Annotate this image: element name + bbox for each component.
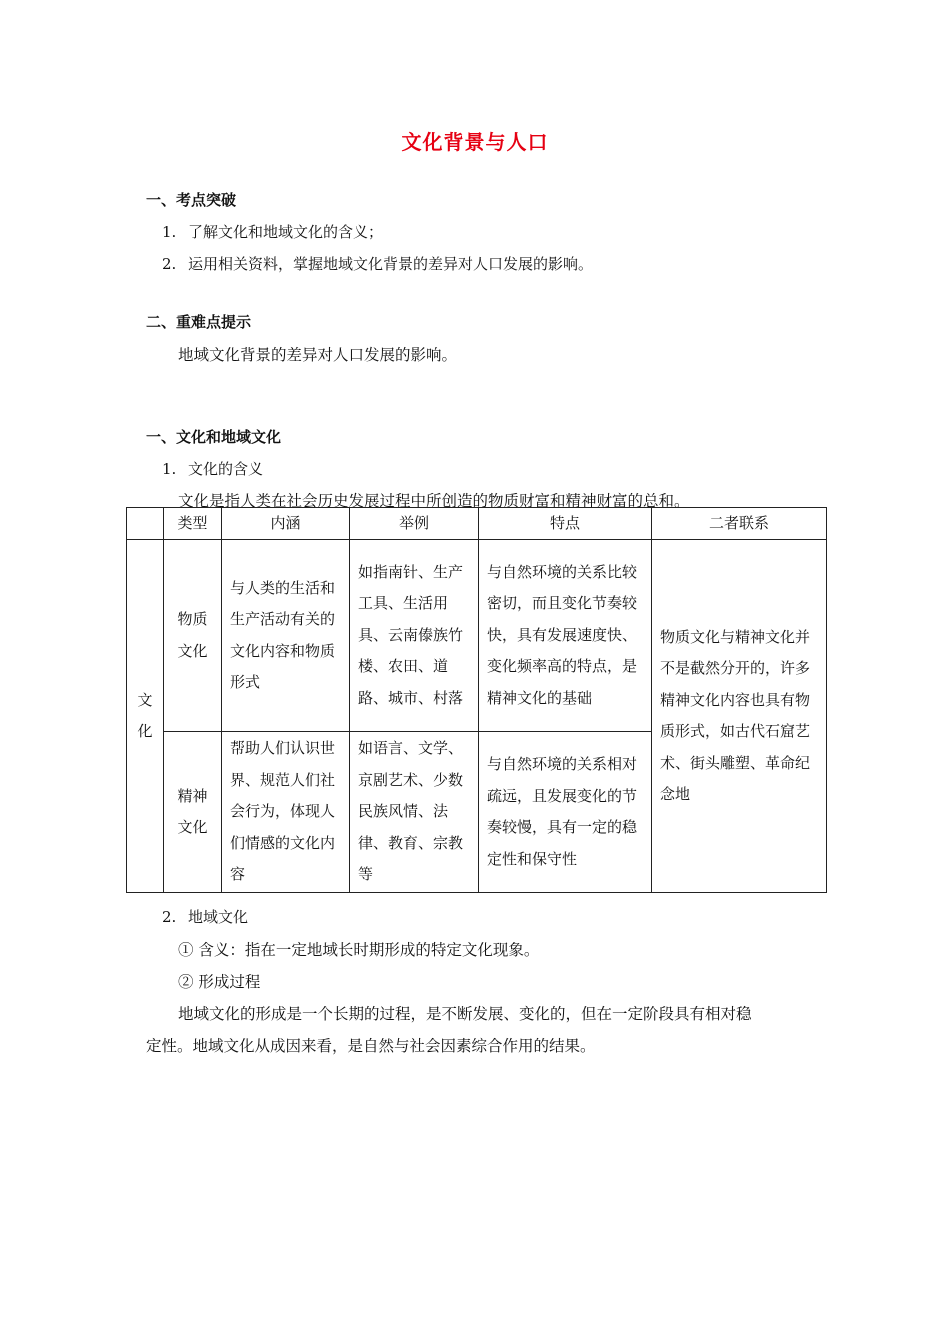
subsection-heading [162, 906, 248, 927]
formation-paragraph-line2: 定性。地域文化从成因来看，是自然与社会因素综合作用的结果。 [146, 1037, 596, 1055]
subsection-text: 文化的含义 [188, 460, 264, 478]
section-heading-difficulties: 二、重难点提示 [146, 313, 252, 331]
list-item-text: 运用相关资料，掌握地域文化背景的差异对人口发展的影响。 [188, 255, 594, 273]
table-header: 内涵 [222, 508, 350, 540]
section-heading-culture: 一、文化和地域文化 [146, 428, 282, 446]
list-item-number: 1. [162, 223, 177, 241]
subsection-heading [162, 458, 263, 479]
list-item [162, 253, 593, 274]
row-type: 物质文化 [164, 540, 222, 732]
list-item-text: 了解文化和地域文化的含义； [188, 223, 384, 241]
relation-cell: 物质文化与精神文化并不是截然分开的，许多精神文化内容也具有物质形式，如古代石窟艺术、街头雕塑、革命纪念地 [652, 540, 827, 893]
row-features: 与自然环境的关系相对疏远，且发展变化的节奏较慢，具有一定的稳定性和保守性 [479, 732, 652, 893]
row-examples: 如语言、文学、京剧艺术、少数民族风情、法律、教育、宗教等 [350, 732, 479, 893]
row-type: 精神文化 [164, 732, 222, 893]
regional-culture-meaning: ① 含义：指在一定地域长时期形成的特定文化现象。 [178, 941, 540, 959]
subsection-number: 2. [162, 908, 177, 926]
list-item-number: 2. [162, 255, 177, 273]
row-meaning: 与人类的生活和生产活动有关的文化内容和物质形式 [222, 540, 350, 732]
formation-paragraph-line1: 地域文化的形成是一个长期的过程，是不断发展、变化的，但在一定阶段具有相对稳 [178, 1005, 752, 1023]
page-title: 文化背景与人口 [401, 130, 549, 154]
row-features: 与自然环境的关系比较密切，而且变化节奏较快，具有发展速度快、变化频率高的特点，是精神文化的基础 [479, 540, 652, 732]
row-examples: 如指南针、生产工具、生活用具、云南傣族竹楼、农田、道路、城市、村落 [350, 540, 479, 732]
culture-group-label: 文化 [127, 540, 164, 893]
table-header-empty [127, 508, 164, 540]
regional-culture-formation: ② 形成过程 [178, 973, 261, 991]
table-header: 类型 [164, 508, 222, 540]
difficulty-text: 地域文化背景的差异对人口发展的影响。 [178, 346, 458, 364]
section-heading-key-points: 一、考点突破 [146, 191, 237, 209]
table-header: 特点 [479, 508, 652, 540]
subsection-number: 1. [162, 460, 177, 478]
culture-definition: 文化是指人类在社会历史发展过程中所创造的物质财富和精神财富的总和。 [178, 492, 690, 510]
table-row [127, 540, 827, 732]
table-header-row [127, 508, 827, 540]
subsection-text: 地域文化 [188, 908, 249, 926]
culture-table [126, 507, 827, 893]
table-header: 二者联系 [652, 508, 827, 540]
table-header: 举例 [350, 508, 479, 540]
list-item [162, 221, 383, 242]
row-meaning: 帮助人们认识世界、规范人们社会行为，体现人们情感的文化内容 [222, 732, 350, 893]
